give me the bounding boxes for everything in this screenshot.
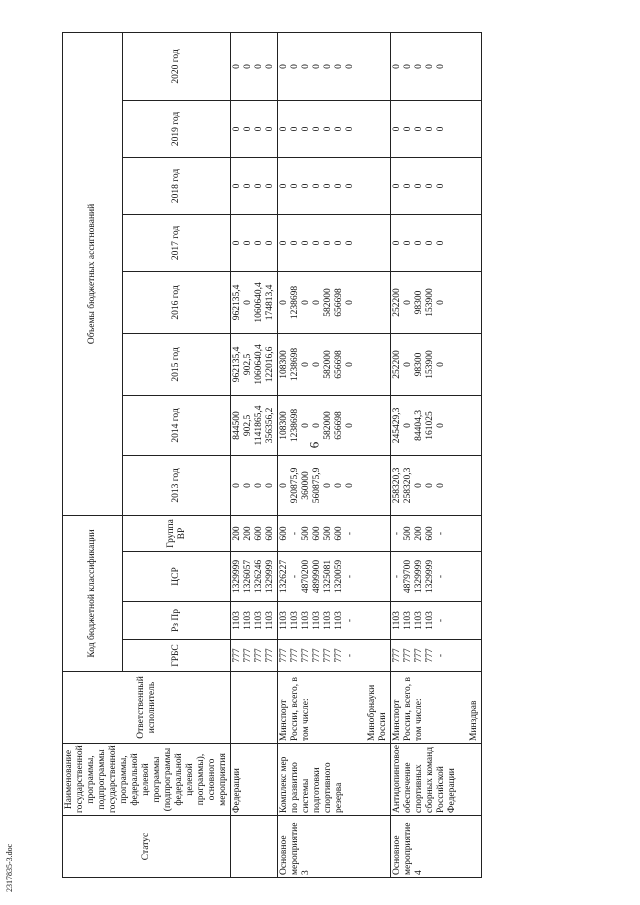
table-cell-value: - (345, 574, 355, 579)
header-year: 2020 год (123, 32, 231, 100)
table-cell-value: 0 (232, 483, 242, 488)
table-cell-value: 777 (279, 648, 289, 663)
grbs-cell (391, 640, 482, 672)
table-cell-value: - (436, 618, 446, 623)
table-cell-value: 1103 (312, 611, 322, 630)
table-cell-value: 0 (414, 183, 424, 189)
table-cell-value: 0 (345, 183, 355, 189)
table-cell-value: 0 (301, 64, 311, 69)
table-cell-value: 1238698 (290, 408, 300, 443)
table-cell-value: 1103 (323, 611, 333, 630)
table-cell-value: 4899900 (312, 559, 322, 594)
table-header (63, 32, 231, 877)
header-budget-code: Код бюджетной классификации (63, 515, 123, 671)
table-cell-value: 0 (254, 64, 264, 69)
header-year: 2016 год (123, 271, 231, 333)
table-cell-value: 1103 (425, 611, 435, 630)
table-cell-value: 0 (265, 183, 275, 189)
table-cell-value: - (345, 653, 355, 658)
table-cell-value: 0 (334, 483, 344, 488)
executor-line: Минспорт России, всего, в том числе: (279, 676, 311, 741)
table-cell-value: 0 (312, 126, 322, 132)
table-cell-value: 1103 (290, 611, 300, 630)
table-cell-value: 1326057 (243, 559, 253, 594)
executor-line: Минздрав (469, 700, 479, 741)
table-cell-value: 0 (243, 126, 253, 132)
table-cell-value: 777 (312, 648, 322, 663)
table-cell-value: - (345, 618, 355, 623)
table-cell-value: 0 (414, 126, 424, 132)
table-cell-value: 360000 (301, 471, 311, 500)
table-cell-value: 0 (323, 183, 333, 189)
executor-line: Минобрнауки России (367, 684, 388, 741)
table-cell-value: 0 (403, 240, 413, 246)
table-cell-value: 98300 (414, 352, 424, 377)
value-cell (231, 333, 278, 395)
table-cell-value: 0 (345, 240, 355, 246)
table-cell-value: 560875,9 (312, 467, 322, 504)
table-cell-value: 0 (243, 183, 253, 189)
table-cell-value: 0 (425, 183, 435, 189)
table-cell-value: 600 (279, 526, 289, 541)
value-cell (231, 455, 278, 515)
table-cell-value: 0 (334, 183, 344, 189)
table-cell-value: 600 (254, 526, 264, 541)
table-cell-value: 0 (345, 126, 355, 132)
table-cell-value: 0 (254, 126, 264, 132)
value-cell (278, 214, 391, 271)
table-cell-value: 0 (425, 483, 435, 488)
table-cell-value: 0 (254, 240, 264, 246)
table-cell-value: 0 (323, 240, 333, 246)
section-name: Антидопинговое обеспечение спортивных сборных команд Российской Федерации (391, 744, 482, 816)
table-cell-value: 500 (323, 526, 333, 541)
table-cell-value: 0 (243, 64, 253, 69)
section-row (391, 32, 482, 877)
table-cell-value: - (290, 531, 300, 536)
document-code: 2317835-3.doc (5, 843, 14, 892)
budget-table (62, 32, 482, 878)
table-cell-value: 0 (392, 183, 402, 189)
value-cell (231, 32, 278, 100)
table-cell-value: 0 (312, 362, 322, 367)
table-cell-value: 1103 (279, 611, 289, 630)
table-cell-value: 0 (425, 64, 435, 69)
table-cell-value: 777 (323, 648, 333, 663)
table-cell-value: 1329999 (425, 559, 435, 594)
section-executor (278, 672, 391, 744)
table-cell-value: 0 (403, 423, 413, 428)
value-cell (278, 333, 391, 395)
table-cell-value: 0 (312, 64, 322, 69)
table-cell-value: 0 (279, 64, 289, 69)
table-cell-value: 0 (254, 183, 264, 189)
table-cell-value: 0 (254, 483, 264, 488)
table-cell-value: 0 (345, 483, 355, 488)
value-cell (391, 157, 482, 214)
table-cell-value: 0 (436, 64, 446, 69)
value-cell (231, 395, 278, 455)
table-cell-value: 0 (265, 483, 275, 488)
table-cell-value: 656698 (334, 288, 344, 317)
table-cell-value: 777 (232, 648, 242, 663)
table-body (231, 32, 482, 877)
table-cell-value: 153900 (425, 288, 435, 317)
header-status: Статус (63, 816, 231, 878)
table-cell-value: 153900 (425, 350, 435, 379)
table-cell-value: 844500 (232, 411, 242, 440)
table-cell-value: 1103 (392, 611, 402, 630)
table-cell-value: 0 (279, 240, 289, 246)
grbs-cell (278, 640, 391, 672)
table-cell-value: 0 (323, 483, 333, 488)
table-cell-value: 962135,4 (232, 346, 242, 383)
table-cell-value: 656698 (334, 350, 344, 379)
table-cell-value: 252200 (392, 288, 402, 317)
table-cell-value: 0 (345, 300, 355, 305)
table-cell-value: 1103 (301, 611, 311, 630)
table-cell-value: 174813,4 (265, 284, 275, 321)
table-cell-value: 0 (436, 483, 446, 488)
table-cell-value: 920875,9 (290, 467, 300, 504)
table-cell-value: 0 (290, 126, 300, 132)
table-cell-value: 0 (265, 64, 275, 69)
table-cell-value: 0 (290, 183, 300, 189)
table-cell-value: 582000 (323, 288, 333, 317)
header-year: 2019 год (123, 100, 231, 157)
table-cell-value: 0 (403, 300, 413, 305)
table-cell-value: 0 (279, 483, 289, 488)
header-csr: ЦСР (123, 552, 231, 602)
table-cell-value: 0 (392, 240, 402, 246)
header-executor: Ответственный исполнитель (63, 672, 231, 744)
table-cell-value: 200 (232, 526, 242, 541)
table-cell-value: 0 (312, 423, 322, 428)
table-cell-value: 777 (425, 648, 435, 663)
table-cell-value: 252200 (392, 350, 402, 379)
table-cell-value: 1325081 (323, 559, 333, 594)
table-cell-value: 0 (403, 64, 413, 69)
table-cell-value: 0 (232, 64, 242, 69)
table-cell-value: 200 (243, 526, 253, 541)
table-cell-value: 0 (436, 423, 446, 428)
table-cell-value: 0 (279, 300, 289, 305)
table-cell-value: 1103 (265, 611, 275, 630)
table-cell-value: 777 (334, 648, 344, 663)
executor-line: Минспорт России, всего, в том числе: (392, 676, 424, 741)
table-cell-value: 0 (323, 64, 333, 69)
table-cell-value: 500 (403, 526, 413, 541)
value-cell (391, 333, 482, 395)
table-cell-value: 1329999 (232, 559, 242, 594)
table-cell-value: 0 (392, 64, 402, 69)
table-cell-value: 0 (290, 240, 300, 246)
table-cell-value: 0 (345, 64, 355, 69)
value-cell (278, 32, 391, 100)
grbs-cell (231, 640, 278, 672)
table-cell-value: 582000 (323, 411, 333, 440)
table-cell-value: 0 (392, 126, 402, 132)
table-cell-value: 1329999 (414, 559, 424, 594)
table-cell-value: 0 (279, 183, 289, 189)
table-cell-value: 0 (232, 183, 242, 189)
header-year: 2018 год (123, 157, 231, 214)
table-cell-value: 0 (414, 240, 424, 246)
table-cell-value: 0 (312, 300, 322, 305)
table-cell-value: 0 (323, 126, 333, 132)
table-cell-value: 4879700 (403, 559, 413, 594)
table-cell-value: 1238698 (290, 285, 300, 320)
table-cell-value: 1320059 (334, 559, 344, 594)
table-cell-value: 777 (265, 648, 275, 663)
table-cell-value: 500 (301, 526, 311, 541)
table-cell-value: - (290, 574, 300, 579)
table-cell-value: 0 (301, 183, 311, 189)
table-cell-value: 777 (254, 648, 264, 663)
section-status (231, 816, 278, 878)
table-cell-value: 600 (334, 526, 344, 541)
table-cell-value: 600 (265, 526, 275, 541)
section-status: Основное мероприятие 4 (391, 816, 482, 878)
value-cell (391, 214, 482, 271)
table-cell-value: 0 (290, 64, 300, 69)
table-cell-value: 0 (425, 126, 435, 132)
table-cell-value: 0 (345, 362, 355, 367)
table-cell-value: 1103 (334, 611, 344, 630)
table-cell-value: 0 (414, 64, 424, 69)
table-cell-value: 0 (243, 483, 253, 488)
table-cell-value: 1103 (403, 611, 413, 630)
table-cell-value: 1103 (243, 611, 253, 630)
table-cell-value: 0 (301, 362, 311, 367)
table-cell-value: 0 (334, 126, 344, 132)
table-cell-value: 84404,3 (414, 410, 424, 441)
table-cell-value: 600 (425, 526, 435, 541)
value-cell (278, 455, 391, 515)
table-cell-value: 122016,6 (265, 346, 275, 383)
table-cell-value: 0 (312, 240, 322, 246)
header-vr: Группа ВР (123, 515, 231, 551)
table-cell-value: 108300 (279, 350, 289, 379)
table-cell-value: 0 (232, 126, 242, 132)
table-cell-value: 777 (243, 648, 253, 663)
table-cell-value: 902,5 (243, 353, 253, 376)
value-cell (278, 395, 391, 455)
section-row (231, 32, 278, 877)
table-cell-value: 0 (425, 240, 435, 246)
table-cell-value: - (392, 574, 402, 579)
table-cell-value: 777 (290, 648, 300, 663)
table-cell-value: 0 (243, 300, 253, 305)
header-year: 2013 год (123, 455, 231, 515)
header-rzpr: Рз Пр (123, 602, 231, 640)
table-cell-value: 0 (232, 240, 242, 246)
table-cell-value: 0 (403, 362, 413, 367)
table-cell-value: 600 (312, 526, 322, 541)
table-cell-value: 1326227 (279, 559, 289, 594)
table-cell-value: 1329999 (265, 559, 275, 594)
value-cell (391, 32, 482, 100)
table-cell-value: 902,5 (243, 414, 253, 437)
vr-cell (278, 515, 391, 551)
table-cell-value: - (345, 531, 355, 536)
table-cell-value: 0 (436, 240, 446, 246)
table-cell-value: - (436, 531, 446, 536)
csr-cell (231, 552, 278, 602)
value-cell (278, 100, 391, 157)
table-cell-value: 656698 (334, 411, 344, 440)
value-cell (278, 271, 391, 333)
table-cell-value: 0 (312, 183, 322, 189)
rotated-table-container (62, 33, 577, 878)
value-cell (391, 100, 482, 157)
section-executor (231, 672, 278, 744)
table-cell-value: 777 (403, 648, 413, 663)
vr-cell (391, 515, 482, 551)
table-cell-value: 0 (403, 126, 413, 132)
rzpr-cell (278, 602, 391, 640)
table-cell-value: - (392, 531, 402, 536)
table-cell-value: 0 (436, 362, 446, 367)
header-year: 2014 год (123, 395, 231, 455)
value-cell (278, 157, 391, 214)
table-cell-value: 0 (334, 64, 344, 69)
table-cell-value: 0 (436, 300, 446, 305)
table-cell-value: 1103 (232, 611, 242, 630)
table-cell-value: 98300 (414, 290, 424, 315)
table-cell-value: 777 (414, 648, 424, 663)
value-cell (391, 395, 482, 455)
rzpr-cell (231, 602, 278, 640)
section-executor (391, 672, 482, 744)
table-cell-value: - (436, 653, 446, 658)
value-cell (391, 271, 482, 333)
value-cell (231, 214, 278, 271)
table-cell-value: 582000 (323, 350, 333, 379)
table-cell-value: 0 (436, 126, 446, 132)
table-cell-value: 0 (301, 423, 311, 428)
header-year: 2015 год (123, 333, 231, 395)
vr-cell (231, 515, 278, 551)
csr-cell (391, 552, 482, 602)
table-cell-value: 4870200 (301, 559, 311, 594)
table-cell-value: 0 (265, 126, 275, 132)
table-cell-value: 1103 (414, 611, 424, 630)
table-cell-value: 0 (243, 240, 253, 246)
csr-cell (278, 552, 391, 602)
table-cell-value: 1103 (254, 611, 264, 630)
table-cell-value: 1238698 (290, 347, 300, 382)
table-cell-value: 0 (414, 483, 424, 488)
table-cell-value: 1141865,4 (254, 405, 264, 446)
table-cell-value: 108300 (279, 411, 289, 440)
table-cell-value: 1326246 (254, 559, 264, 594)
value-cell (231, 157, 278, 214)
section-row (278, 32, 391, 877)
value-cell (231, 271, 278, 333)
table-cell-value: 0 (279, 126, 289, 132)
header-year: 2017 год (123, 214, 231, 271)
section-name: Федерации (231, 744, 278, 816)
table-cell-value: 1060640,4 (254, 282, 264, 323)
table-cell-value: 962135,4 (232, 284, 242, 321)
header-name: Наименование государственной программы, подпрограммы государственной программы, федеральной целевой программы (подпрограммы федеральной целевой программы), основного мероприятия (63, 744, 231, 816)
table-cell-value: 0 (301, 300, 311, 305)
table-cell-value: 0 (265, 240, 275, 246)
value-cell (391, 455, 482, 515)
table-cell-value: 777 (392, 648, 402, 663)
page-number: 6 (306, 441, 322, 449)
header-grbs: ГРБС (123, 640, 231, 672)
table-cell-value: 0 (301, 240, 311, 246)
table-cell-value: 245429,3 (392, 407, 402, 444)
table-cell-value: 0 (345, 423, 355, 428)
table-cell-value: 258320,3 (403, 467, 413, 504)
value-cell (231, 100, 278, 157)
header-volumes: Объемы бюджетных ассигнований (63, 32, 123, 515)
table-cell-value: - (436, 574, 446, 579)
table-cell-value: 0 (436, 183, 446, 189)
table-cell-value: 0 (403, 183, 413, 189)
rzpr-cell (391, 602, 482, 640)
table-cell-value: 200 (414, 526, 424, 541)
table-cell-value: 0 (334, 240, 344, 246)
section-status: Основное мероприятие 3 (278, 816, 391, 878)
table-cell-value: 356356,2 (265, 407, 275, 444)
section-name: Комплекс мер по развитию системы подготовки спортивного резерва (278, 744, 391, 816)
table-cell-value: 0 (301, 126, 311, 132)
table-cell-value: 1060640,4 (254, 344, 264, 385)
table-cell-value: 258320,3 (392, 467, 402, 504)
table-cell-value: 777 (301, 648, 311, 663)
table-cell-value: 161025 (425, 411, 435, 440)
